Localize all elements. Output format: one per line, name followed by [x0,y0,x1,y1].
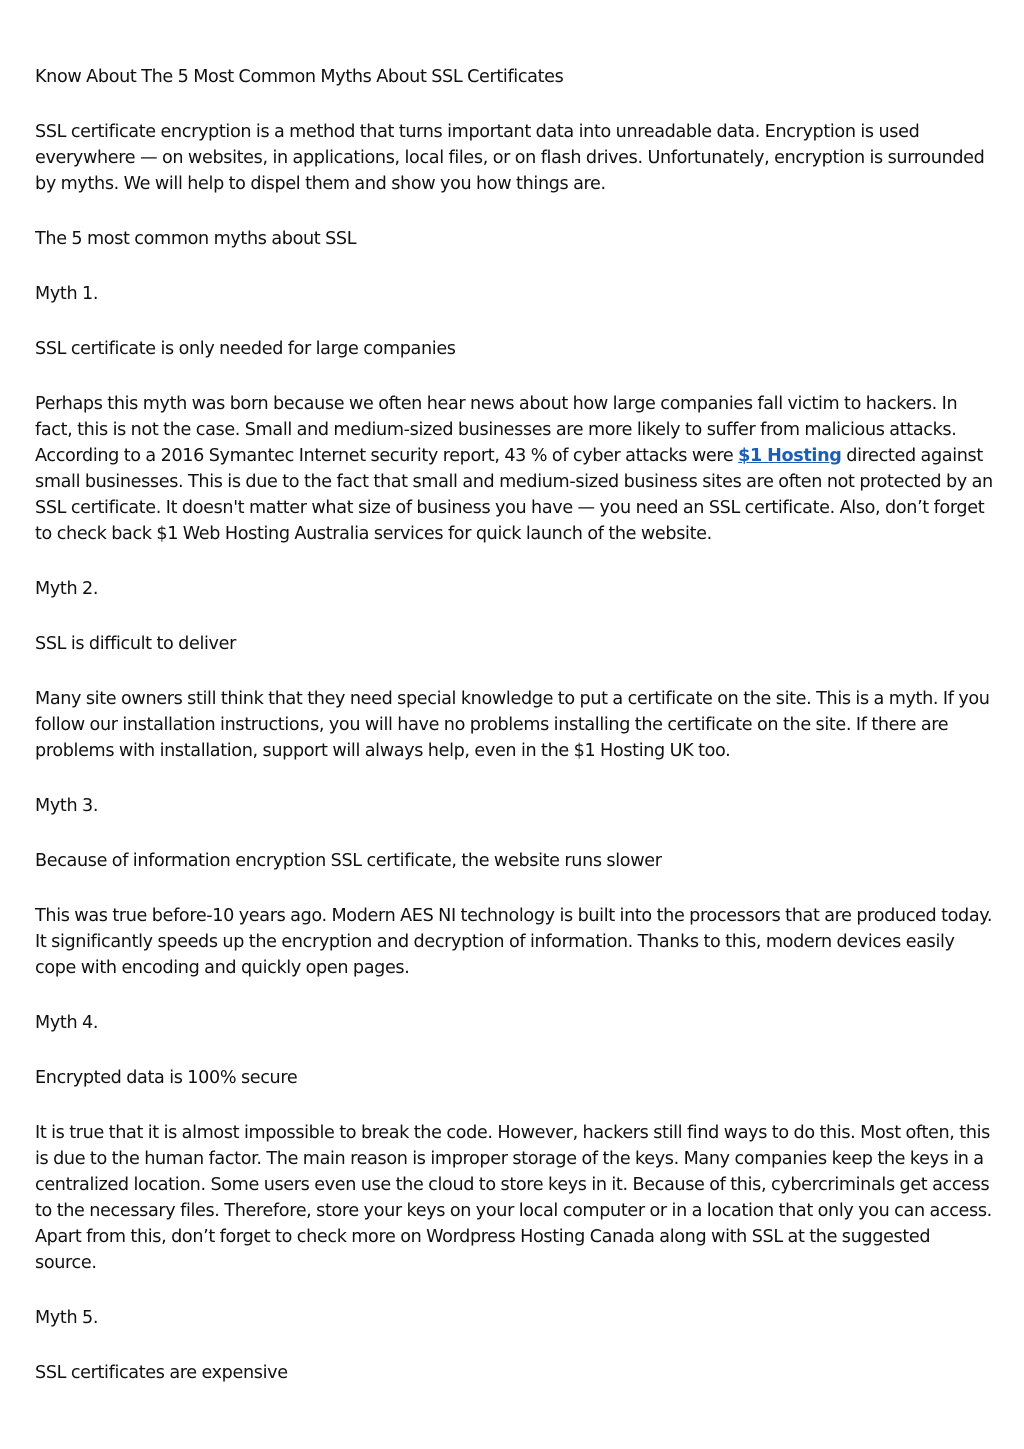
myth-1-heading: SSL certificate is only needed for large companies [35,339,456,359]
myth-2-heading: SSL is difficult to deliver [35,634,236,654]
myth-3-body: This was true before-10 years ago. Modern AES NI technology is built into the processors that are produced today. It significantly speeds up the encryption and decryption of information. Thanks to this, modern devices easily cope with encoding and quickly open pages. [35,906,993,978]
document-page [35,64,995,1415]
myth-3-heading: Because of information encryption SSL certificate, the website runs slower [35,851,662,871]
myth-1-label: Myth 1. [35,284,99,304]
myth-2-label: Myth 2. [35,579,99,599]
myth-1-body-after-link: directed against small businesses. This is due to the fact that small and medium-sized business sites are often not protected by an SSL certificate. It doesn't matter what size of business you have — you need an SSL certificate. Also, don’t forget to check back $1 Web Hosting Australia services for quick launch of the website. [35,446,993,544]
hosting-link[interactable]: $1 Hosting [738,446,842,466]
myth-1-body-before-link: Perhaps this myth was born because we often hear news about how large companies fall victim to hackers. In fact, this is not the case. Small and medium-sized businesses are more likely to suffer from malicious attacks. According to a 2016 Symantec Internet security report, 43 % of cyber attacks were [35,394,958,466]
document-title: Know About The 5 Most Common Myths About SSL Certificates [35,67,564,87]
myth-5-heading: SSL certificates are expensive [35,1363,288,1383]
myth-4-heading: Encrypted data is 100% secure [35,1068,298,1088]
section-heading: The 5 most common myths about SSL [35,229,357,249]
myth-3-label: Myth 3. [35,796,99,816]
myth-4-body: It is true that it is almost impossible to break the code. However, hackers still find ways to do this. Most often, this is due to the human factor. The main reason is improper storage of the keys. Many companies keep the keys in a centralized location. Some users even use the cloud to store keys in it. Because of this, cybercriminals get access to the necessary files. Therefore, store your keys on your local computer or in a location that only you can access. Apart from this, don’t forget to check more on Wordpress Hosting Canada along with SSL at the suggested source. [35,1123,992,1273]
myth-2-body: Many site owners still think that they need special knowledge to put a certificate on the site. This is a myth. If you follow our installation instructions, you will have no problems installing the certificate on the site. If there are problems with installation, support will always help, even in the $1 Hosting UK too. [35,689,990,761]
myth-4-label: Myth 4. [35,1013,99,1033]
myth-5-label: Myth 5. [35,1308,99,1328]
myth-1-body [35,391,995,547]
intro-paragraph: SSL certificate encryption is a method that turns important data into unreadable data. Encryption is used everywhere — on websites, in applications, local files, or on flash drives. Unfortunately, encryption is surrounded by myths. We will help to dispel them and show you how things are. [35,122,985,194]
